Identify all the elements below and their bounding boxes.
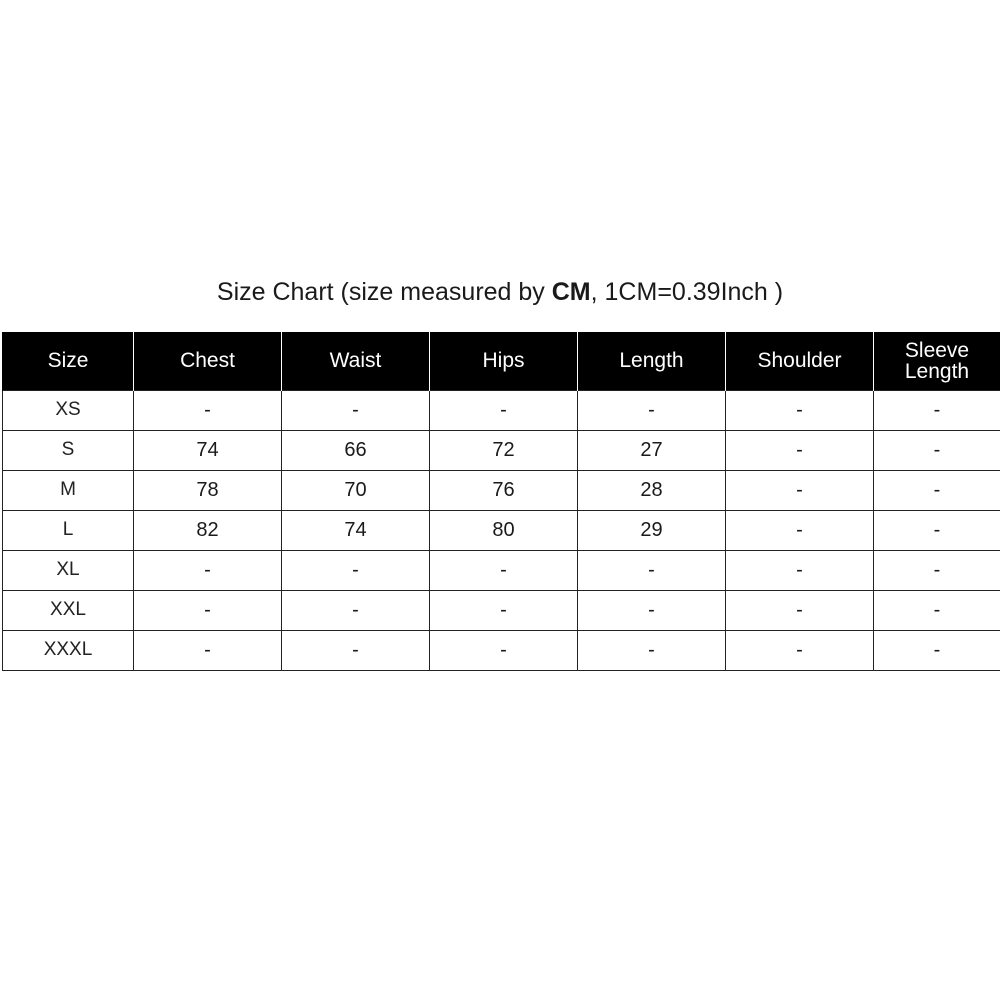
cell-chest: 82	[134, 510, 282, 550]
cell-hips: -	[430, 390, 578, 430]
table-row	[3, 510, 1000, 550]
cell-sleeve-length: -	[874, 390, 1000, 430]
cell-shoulder: -	[726, 590, 874, 630]
cell-shoulder: -	[726, 470, 874, 510]
cell-hips: -	[430, 630, 578, 670]
cell-hips: -	[430, 590, 578, 630]
cell-chest: -	[134, 590, 282, 630]
cell-waist: 74	[282, 510, 430, 550]
table-row	[3, 470, 1000, 510]
cell-chest: 74	[134, 430, 282, 470]
cell-size: S	[3, 430, 134, 470]
cell-hips: 72	[430, 430, 578, 470]
cell-chest: -	[134, 390, 282, 430]
chart-title-suffix: , 1CM=0.39Inch )	[590, 278, 784, 306]
size-chart-body	[3, 390, 1000, 670]
header-size: Size	[3, 332, 134, 390]
chart-title-prefix: Size Chart (size measured by	[216, 278, 552, 306]
cell-length: -	[578, 590, 726, 630]
cell-waist: -	[282, 550, 430, 590]
cell-length: -	[578, 390, 726, 430]
cell-hips: -	[430, 550, 578, 590]
chart-title	[0, 274, 1000, 310]
cell-sleeve-length: -	[874, 430, 1000, 470]
table-row	[3, 390, 1000, 430]
cell-waist: 66	[282, 430, 430, 470]
table-row	[3, 630, 1000, 670]
cell-waist: 70	[282, 470, 430, 510]
table-row	[3, 430, 1000, 470]
cell-hips: 76	[430, 470, 578, 510]
cell-waist: -	[282, 630, 430, 670]
cell-shoulder: -	[726, 390, 874, 430]
cell-size: XXL	[3, 590, 134, 630]
cell-waist: -	[282, 390, 430, 430]
cell-shoulder: -	[726, 550, 874, 590]
cell-sleeve-length: -	[874, 590, 1000, 630]
cell-sleeve-length: -	[874, 550, 1000, 590]
cell-sleeve-length: -	[874, 630, 1000, 670]
cell-shoulder: -	[726, 430, 874, 470]
header-chest: Chest	[134, 332, 282, 390]
cell-size: L	[3, 510, 134, 550]
header-hips: Hips	[430, 332, 578, 390]
cell-size: XL	[3, 550, 134, 590]
cell-shoulder: -	[726, 510, 874, 550]
header-length: Length	[578, 332, 726, 390]
cell-size: XXXL	[3, 630, 134, 670]
size-chart-header	[3, 332, 1000, 390]
cell-hips: 80	[430, 510, 578, 550]
header-sleeve-length: Sleeve Length	[874, 332, 1000, 390]
header-shoulder: Shoulder	[726, 332, 874, 390]
cell-sleeve-length: -	[874, 470, 1000, 510]
cell-waist: -	[282, 590, 430, 630]
cell-length: -	[578, 630, 726, 670]
cell-sleeve-length: -	[874, 510, 1000, 550]
cell-length: 27	[578, 430, 726, 470]
cell-length: 28	[578, 470, 726, 510]
header-row	[3, 332, 1000, 390]
cell-chest: -	[134, 630, 282, 670]
table-row	[3, 590, 1000, 630]
table-row	[3, 550, 1000, 590]
cell-length: 29	[578, 510, 726, 550]
cell-chest: -	[134, 550, 282, 590]
cell-size: M	[3, 470, 134, 510]
cell-size: XS	[3, 390, 134, 430]
cell-shoulder: -	[726, 630, 874, 670]
header-waist: Waist	[282, 332, 430, 390]
size-chart-table	[2, 332, 1000, 671]
chart-title-unit: CM	[551, 278, 591, 306]
cell-length: -	[578, 550, 726, 590]
cell-chest: 78	[134, 470, 282, 510]
